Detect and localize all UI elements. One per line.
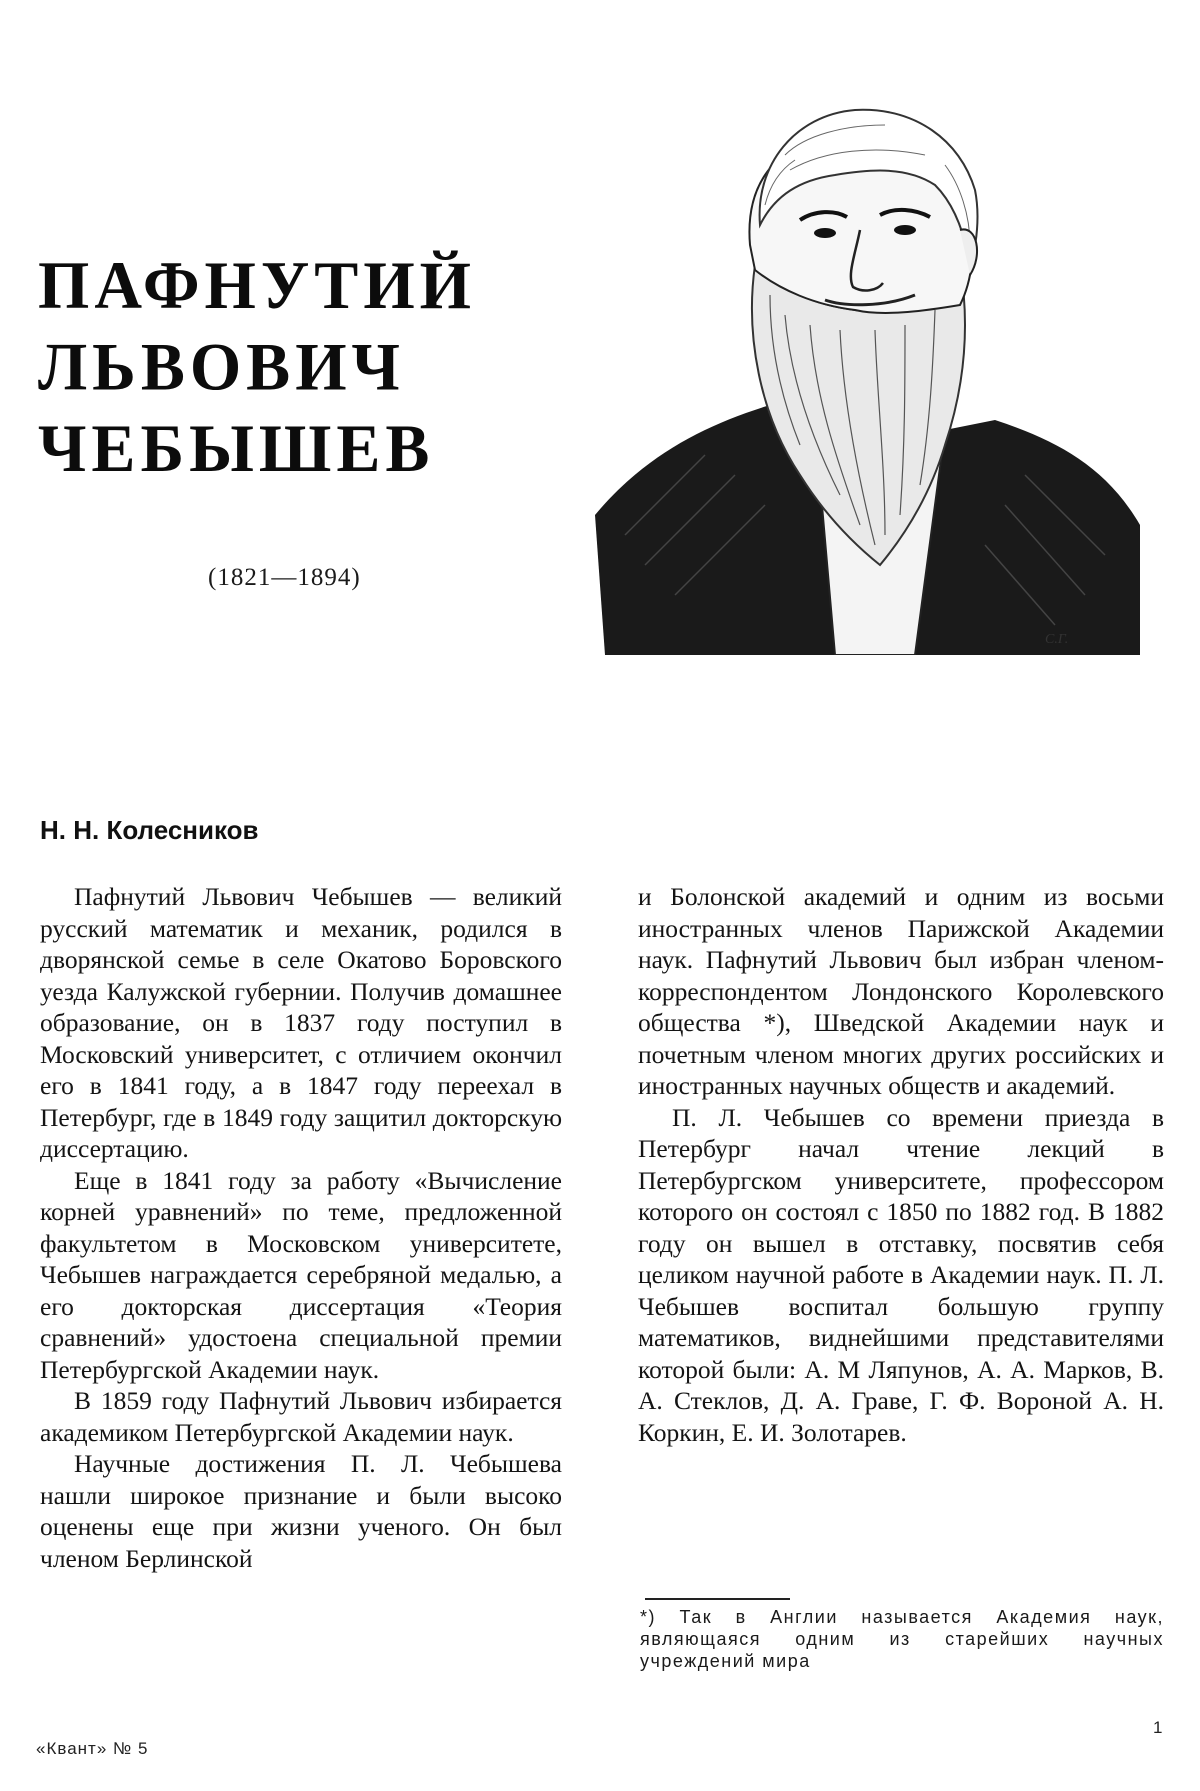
journal-issue: «Квант» № 5 bbox=[36, 1739, 149, 1758]
paragraph: В 1859 году Пафнутий Львович избирается академиком Петербургской Академии наук. bbox=[40, 1386, 562, 1447]
title-line-3: ЧЕБЫШЕВ bbox=[38, 411, 435, 487]
footnote: *) Так в Англии называется Академия наук, являющаяся одним из старейших научных учреждений мира bbox=[640, 1607, 1164, 1671]
article-title bbox=[38, 246, 476, 491]
title-line-1: ПАФНУТИЙ bbox=[38, 248, 476, 324]
title-line-2: ЛЬВОВИЧ bbox=[38, 330, 405, 405]
author-name: Н. Н. Колесников bbox=[40, 815, 259, 845]
body-column-right bbox=[638, 881, 1164, 1448]
paragraph: Научные достижения П. Л. Чебышева нашли широкое признание и были высоко оценены еще при жизни ученого. Он был членом Берлинской bbox=[40, 1449, 562, 1573]
page-number: 1 bbox=[1153, 1718, 1163, 1737]
paragraph: П. Л. Чебышев со времени приезда в Петербург начал чтение лекций в Петербургском университете, профессором которого он состоял с 1850 по 1882 год. В 1882 году он вышел в отставку, посвятив себя целиком научной работе в Академии наук. П. Л. Чебышев воспитал большую группу математиков, виднейшими представителями которой были: А. М Ляпунов, А. А. Марков, В. А. Стеклов, Д. А. Граве, Г. Ф. Вороной А. Н. Коркин, Е. И. Золотарев. bbox=[638, 1102, 1164, 1447]
portrait-illustration-icon bbox=[585, 95, 1150, 655]
paragraph: Еще в 1841 году за работу «Вычисление корней уравнений» по теме, предложенной факультетом в Московском университете, Чебышев награждается серебряной медалью, а его докторская диссертация «Теория сравнений» удостоена специальной премии Петербургской Академии наук. bbox=[40, 1165, 562, 1384]
footnote-divider bbox=[645, 1598, 790, 1600]
paragraph: Пафнутий Львович Чебышев — великий русский математик и механик, родился в дворянской семье в селе Окатово Боровского уезда Калужской губернии. Получив домашнее образование, он в 1837 году поступил в Московский университет, с отличием окончил его в 1841 году, а в 1847 году переехал в Петербург, где в 1849 году защитил докторскую диссертацию. bbox=[40, 882, 562, 1163]
body-column-left bbox=[40, 881, 562, 1574]
life-dates: (1821—1894) bbox=[208, 564, 361, 591]
artist-signature: С.Г. bbox=[1045, 632, 1069, 647]
paragraph: и Болонской академий и одним из восьми иностранных членов Парижской Академии наук. Пафнутий Львович был избран членом-корреспондентом Лондонского Королевского общества *), Шведской Академии наук и почетным членом многих других российских и иностранных научных обществ и академий. bbox=[638, 882, 1164, 1100]
